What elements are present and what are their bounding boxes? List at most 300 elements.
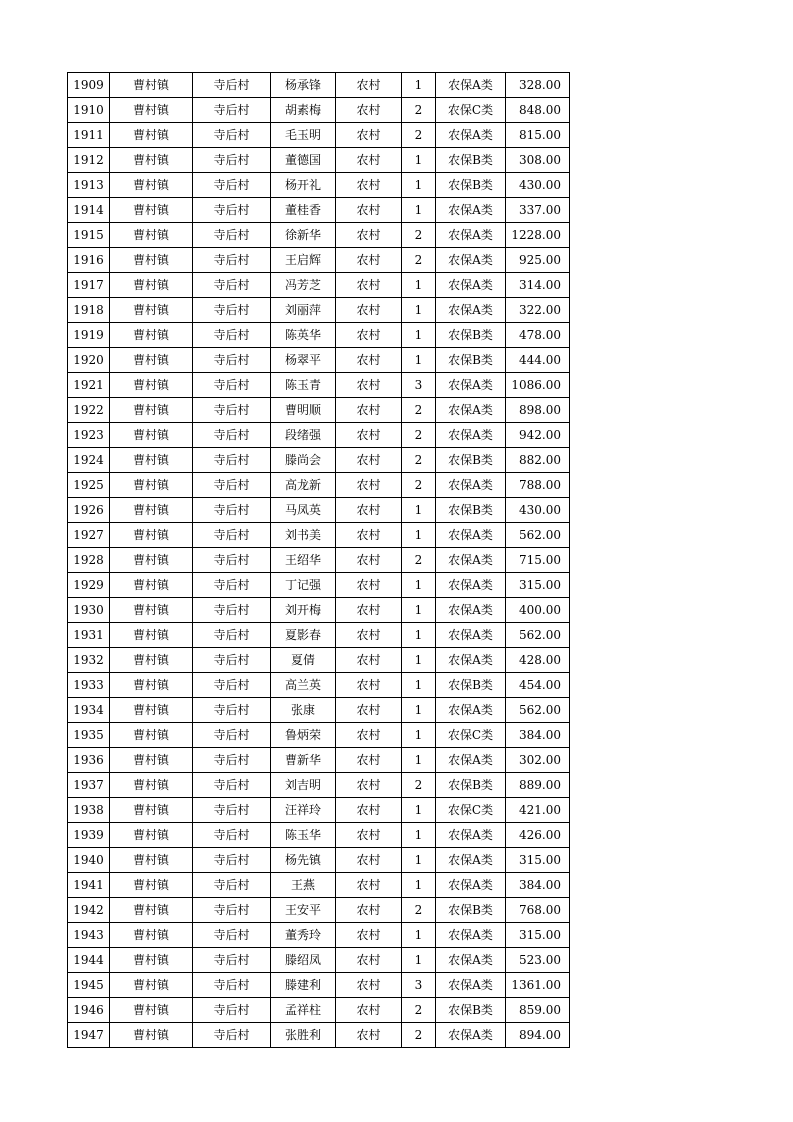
category-cell: 农村: [336, 473, 402, 498]
row-number-cell: 1927: [68, 523, 110, 548]
name-cell: 王启辉: [271, 248, 336, 273]
row-number-cell: 1947: [68, 1023, 110, 1048]
category-cell: 农村: [336, 448, 402, 473]
table-row: [68, 1023, 570, 1048]
category-cell: 农村: [336, 548, 402, 573]
insurance-type-cell: 农保B类: [436, 773, 506, 798]
amount-cell: 302.00: [506, 748, 570, 773]
household-count-cell: 1: [402, 523, 436, 548]
name-cell: 陈玉华: [271, 823, 336, 848]
row-number-cell: 1916: [68, 248, 110, 273]
town-cell: 曹村镇: [110, 773, 193, 798]
table-row: [68, 548, 570, 573]
village-cell: 寺后村: [193, 823, 271, 848]
town-cell: 曹村镇: [110, 223, 193, 248]
village-cell: 寺后村: [193, 1023, 271, 1048]
town-cell: 曹村镇: [110, 73, 193, 98]
category-cell: 农村: [336, 223, 402, 248]
name-cell: 陈玉青: [271, 373, 336, 398]
village-cell: 寺后村: [193, 923, 271, 948]
category-cell: 农村: [336, 648, 402, 673]
name-cell: 曹新华: [271, 748, 336, 773]
category-cell: 农村: [336, 523, 402, 548]
category-cell: 农村: [336, 698, 402, 723]
household-count-cell: 2: [402, 1023, 436, 1048]
insurance-type-cell: 农保A类: [436, 198, 506, 223]
household-count-cell: 2: [402, 473, 436, 498]
row-number-cell: 1943: [68, 923, 110, 948]
insurance-type-cell: 农保A类: [436, 648, 506, 673]
category-cell: 农村: [336, 248, 402, 273]
amount-cell: 815.00: [506, 123, 570, 148]
insurance-type-cell: 农保A类: [436, 523, 506, 548]
row-number-cell: 1926: [68, 498, 110, 523]
town-cell: 曹村镇: [110, 198, 193, 223]
insurance-type-cell: 农保B类: [436, 348, 506, 373]
insurance-type-cell: 农保A类: [436, 823, 506, 848]
name-cell: 鲁炳荣: [271, 723, 336, 748]
insurance-type-cell: 农保A类: [436, 923, 506, 948]
household-count-cell: 1: [402, 573, 436, 598]
name-cell: 夏倩: [271, 648, 336, 673]
town-cell: 曹村镇: [110, 473, 193, 498]
household-count-cell: 3: [402, 373, 436, 398]
village-cell: 寺后村: [193, 73, 271, 98]
village-cell: 寺后村: [193, 723, 271, 748]
household-count-cell: 1: [402, 723, 436, 748]
household-count-cell: 1: [402, 73, 436, 98]
insurance-type-cell: 农保A类: [436, 398, 506, 423]
insurance-type-cell: 农保A类: [436, 248, 506, 273]
category-cell: 农村: [336, 798, 402, 823]
household-count-cell: 1: [402, 848, 436, 873]
town-cell: 曹村镇: [110, 548, 193, 573]
name-cell: 陈英华: [271, 323, 336, 348]
village-cell: 寺后村: [193, 248, 271, 273]
town-cell: 曹村镇: [110, 348, 193, 373]
row-number-cell: 1912: [68, 148, 110, 173]
row-number-cell: 1934: [68, 698, 110, 723]
village-cell: 寺后村: [193, 173, 271, 198]
name-cell: 徐新华: [271, 223, 336, 248]
table-body: [68, 73, 570, 1048]
household-count-cell: 1: [402, 748, 436, 773]
name-cell: 刘书美: [271, 523, 336, 548]
table-row: [68, 973, 570, 998]
table-row: [68, 223, 570, 248]
name-cell: 马凤英: [271, 498, 336, 523]
name-cell: 董秀玲: [271, 923, 336, 948]
table-row: [68, 348, 570, 373]
category-cell: 农村: [336, 373, 402, 398]
name-cell: 张康: [271, 698, 336, 723]
village-cell: 寺后村: [193, 348, 271, 373]
town-cell: 曹村镇: [110, 698, 193, 723]
name-cell: 夏影春: [271, 623, 336, 648]
category-cell: 农村: [336, 848, 402, 873]
village-cell: 寺后村: [193, 773, 271, 798]
table-row: [68, 823, 570, 848]
table-row: [68, 298, 570, 323]
village-cell: 寺后村: [193, 523, 271, 548]
table-row: [68, 148, 570, 173]
amount-cell: 788.00: [506, 473, 570, 498]
amount-cell: 889.00: [506, 773, 570, 798]
household-count-cell: 1: [402, 598, 436, 623]
insurance-type-cell: 农保A类: [436, 848, 506, 873]
category-cell: 农村: [336, 398, 402, 423]
name-cell: 胡素梅: [271, 98, 336, 123]
row-number-cell: 1925: [68, 473, 110, 498]
town-cell: 曹村镇: [110, 498, 193, 523]
table-row: [68, 723, 570, 748]
insurance-type-cell: 农保A类: [436, 948, 506, 973]
name-cell: 高龙新: [271, 473, 336, 498]
table-row: [68, 673, 570, 698]
town-cell: 曹村镇: [110, 523, 193, 548]
amount-cell: 426.00: [506, 823, 570, 848]
amount-cell: 942.00: [506, 423, 570, 448]
town-cell: 曹村镇: [110, 998, 193, 1023]
town-cell: 曹村镇: [110, 948, 193, 973]
town-cell: 曹村镇: [110, 623, 193, 648]
name-cell: 董桂香: [271, 198, 336, 223]
household-count-cell: 3: [402, 973, 436, 998]
household-count-cell: 1: [402, 923, 436, 948]
insurance-type-cell: 农保A类: [436, 973, 506, 998]
household-count-cell: 2: [402, 548, 436, 573]
category-cell: 农村: [336, 273, 402, 298]
table-row: [68, 848, 570, 873]
village-cell: 寺后村: [193, 748, 271, 773]
category-cell: 农村: [336, 998, 402, 1023]
amount-cell: 562.00: [506, 523, 570, 548]
town-cell: 曹村镇: [110, 723, 193, 748]
household-count-cell: 2: [402, 248, 436, 273]
table-row: [68, 498, 570, 523]
village-cell: 寺后村: [193, 648, 271, 673]
category-cell: 农村: [336, 123, 402, 148]
village-cell: 寺后村: [193, 98, 271, 123]
category-cell: 农村: [336, 298, 402, 323]
village-cell: 寺后村: [193, 123, 271, 148]
category-cell: 农村: [336, 948, 402, 973]
name-cell: 杨承锋: [271, 73, 336, 98]
household-count-cell: 2: [402, 223, 436, 248]
insurance-type-cell: 农保B类: [436, 448, 506, 473]
town-cell: 曹村镇: [110, 573, 193, 598]
row-number-cell: 1935: [68, 723, 110, 748]
row-number-cell: 1919: [68, 323, 110, 348]
amount-cell: 428.00: [506, 648, 570, 673]
household-count-cell: 2: [402, 773, 436, 798]
amount-cell: 894.00: [506, 1023, 570, 1048]
category-cell: 农村: [336, 623, 402, 648]
name-cell: 丁记强: [271, 573, 336, 598]
village-cell: 寺后村: [193, 548, 271, 573]
row-number-cell: 1915: [68, 223, 110, 248]
insurance-type-cell: 农保B类: [436, 323, 506, 348]
village-cell: 寺后村: [193, 498, 271, 523]
town-cell: 曹村镇: [110, 298, 193, 323]
table-row: [68, 323, 570, 348]
town-cell: 曹村镇: [110, 923, 193, 948]
village-cell: 寺后村: [193, 398, 271, 423]
insurance-type-cell: 农保A类: [436, 598, 506, 623]
category-cell: 农村: [336, 498, 402, 523]
data-table: [67, 72, 570, 1048]
amount-cell: 1086.00: [506, 373, 570, 398]
name-cell: 王安平: [271, 898, 336, 923]
amount-cell: 898.00: [506, 398, 570, 423]
name-cell: 张胜利: [271, 1023, 336, 1048]
name-cell: 王燕: [271, 873, 336, 898]
amount-cell: 715.00: [506, 548, 570, 573]
row-number-cell: 1910: [68, 98, 110, 123]
household-count-cell: 2: [402, 448, 436, 473]
amount-cell: 848.00: [506, 98, 570, 123]
household-count-cell: 2: [402, 898, 436, 923]
name-cell: 段绪强: [271, 423, 336, 448]
row-number-cell: 1945: [68, 973, 110, 998]
village-cell: 寺后村: [193, 698, 271, 723]
row-number-cell: 1941: [68, 873, 110, 898]
insurance-type-cell: 农保A类: [436, 223, 506, 248]
town-cell: 曹村镇: [110, 273, 193, 298]
table-row: [68, 748, 570, 773]
town-cell: 曹村镇: [110, 323, 193, 348]
insurance-type-cell: 农保A类: [436, 573, 506, 598]
table-row: [68, 423, 570, 448]
name-cell: 王绍华: [271, 548, 336, 573]
town-cell: 曹村镇: [110, 973, 193, 998]
row-number-cell: 1929: [68, 573, 110, 598]
table-row: [68, 873, 570, 898]
row-number-cell: 1938: [68, 798, 110, 823]
category-cell: 农村: [336, 673, 402, 698]
household-count-cell: 1: [402, 948, 436, 973]
household-count-cell: 1: [402, 198, 436, 223]
name-cell: 冯芳芝: [271, 273, 336, 298]
category-cell: 农村: [336, 323, 402, 348]
village-cell: 寺后村: [193, 948, 271, 973]
category-cell: 农村: [336, 923, 402, 948]
category-cell: 农村: [336, 723, 402, 748]
table-row: [68, 598, 570, 623]
amount-cell: 925.00: [506, 248, 570, 273]
category-cell: 农村: [336, 73, 402, 98]
household-count-cell: 1: [402, 698, 436, 723]
village-cell: 寺后村: [193, 873, 271, 898]
category-cell: 农村: [336, 98, 402, 123]
village-cell: 寺后村: [193, 323, 271, 348]
household-count-cell: 1: [402, 173, 436, 198]
town-cell: 曹村镇: [110, 873, 193, 898]
row-number-cell: 1918: [68, 298, 110, 323]
amount-cell: 523.00: [506, 948, 570, 973]
amount-cell: 315.00: [506, 573, 570, 598]
amount-cell: 328.00: [506, 73, 570, 98]
town-cell: 曹村镇: [110, 448, 193, 473]
table-row: [68, 198, 570, 223]
table-row: [68, 273, 570, 298]
insurance-type-cell: 农保A类: [436, 748, 506, 773]
row-number-cell: 1936: [68, 748, 110, 773]
row-number-cell: 1931: [68, 623, 110, 648]
amount-cell: 314.00: [506, 273, 570, 298]
town-cell: 曹村镇: [110, 423, 193, 448]
household-count-cell: 1: [402, 498, 436, 523]
row-number-cell: 1924: [68, 448, 110, 473]
row-number-cell: 1917: [68, 273, 110, 298]
insurance-type-cell: 农保A类: [436, 548, 506, 573]
town-cell: 曹村镇: [110, 598, 193, 623]
row-number-cell: 1913: [68, 173, 110, 198]
amount-cell: 421.00: [506, 798, 570, 823]
row-number-cell: 1914: [68, 198, 110, 223]
category-cell: 农村: [336, 898, 402, 923]
name-cell: 汪祥玲: [271, 798, 336, 823]
amount-cell: 1228.00: [506, 223, 570, 248]
name-cell: 刘吉明: [271, 773, 336, 798]
insurance-type-cell: 农保A类: [436, 423, 506, 448]
category-cell: 农村: [336, 173, 402, 198]
table-row: [68, 123, 570, 148]
household-count-cell: 1: [402, 873, 436, 898]
household-count-cell: 1: [402, 798, 436, 823]
row-number-cell: 1944: [68, 948, 110, 973]
amount-cell: 400.00: [506, 598, 570, 623]
insurance-type-cell: 农保B类: [436, 998, 506, 1023]
town-cell: 曹村镇: [110, 148, 193, 173]
town-cell: 曹村镇: [110, 648, 193, 673]
household-count-cell: 2: [402, 423, 436, 448]
amount-cell: 337.00: [506, 198, 570, 223]
table-row: [68, 573, 570, 598]
amount-cell: 768.00: [506, 898, 570, 923]
row-number-cell: 1942: [68, 898, 110, 923]
table-row: [68, 173, 570, 198]
village-cell: 寺后村: [193, 473, 271, 498]
village-cell: 寺后村: [193, 448, 271, 473]
insurance-type-cell: 农保C类: [436, 723, 506, 748]
insurance-type-cell: 农保A类: [436, 623, 506, 648]
category-cell: 农村: [336, 423, 402, 448]
insurance-type-cell: 农保A类: [436, 473, 506, 498]
table-row: [68, 998, 570, 1023]
town-cell: 曹村镇: [110, 1023, 193, 1048]
insurance-type-cell: 农保B类: [436, 148, 506, 173]
name-cell: 刘丽萍: [271, 298, 336, 323]
insurance-type-cell: 农保A类: [436, 123, 506, 148]
household-count-cell: 2: [402, 123, 436, 148]
category-cell: 农村: [336, 1023, 402, 1048]
table-row: [68, 923, 570, 948]
town-cell: 曹村镇: [110, 248, 193, 273]
household-count-cell: 1: [402, 323, 436, 348]
row-number-cell: 1909: [68, 73, 110, 98]
amount-cell: 430.00: [506, 498, 570, 523]
insurance-type-cell: 农保B类: [436, 173, 506, 198]
household-count-cell: 2: [402, 98, 436, 123]
row-number-cell: 1937: [68, 773, 110, 798]
insurance-type-cell: 农保A类: [436, 1023, 506, 1048]
town-cell: 曹村镇: [110, 98, 193, 123]
household-count-cell: 1: [402, 623, 436, 648]
name-cell: 高兰英: [271, 673, 336, 698]
town-cell: 曹村镇: [110, 398, 193, 423]
insurance-type-cell: 农保C类: [436, 798, 506, 823]
amount-cell: 882.00: [506, 448, 570, 473]
category-cell: 农村: [336, 873, 402, 898]
insurance-type-cell: 农保A类: [436, 373, 506, 398]
row-number-cell: 1939: [68, 823, 110, 848]
row-number-cell: 1933: [68, 673, 110, 698]
town-cell: 曹村镇: [110, 823, 193, 848]
name-cell: 孟祥柱: [271, 998, 336, 1023]
village-cell: 寺后村: [193, 898, 271, 923]
table-row: [68, 523, 570, 548]
amount-cell: 315.00: [506, 923, 570, 948]
village-cell: 寺后村: [193, 798, 271, 823]
village-cell: 寺后村: [193, 423, 271, 448]
village-cell: 寺后村: [193, 973, 271, 998]
name-cell: 杨翠平: [271, 348, 336, 373]
name-cell: 滕绍凤: [271, 948, 336, 973]
name-cell: 杨开礼: [271, 173, 336, 198]
category-cell: 农村: [336, 148, 402, 173]
insurance-type-cell: 农保B类: [436, 498, 506, 523]
household-count-cell: 1: [402, 348, 436, 373]
amount-cell: 562.00: [506, 698, 570, 723]
table-row: [68, 948, 570, 973]
table-row: [68, 773, 570, 798]
amount-cell: 384.00: [506, 723, 570, 748]
table-row: [68, 73, 570, 98]
row-number-cell: 1920: [68, 348, 110, 373]
table-row: [68, 623, 570, 648]
name-cell: 刘开梅: [271, 598, 336, 623]
table-row: [68, 373, 570, 398]
town-cell: 曹村镇: [110, 373, 193, 398]
category-cell: 农村: [336, 773, 402, 798]
category-cell: 农村: [336, 823, 402, 848]
category-cell: 农村: [336, 573, 402, 598]
row-number-cell: 1911: [68, 123, 110, 148]
town-cell: 曹村镇: [110, 848, 193, 873]
household-count-cell: 1: [402, 298, 436, 323]
table-row: [68, 398, 570, 423]
amount-cell: 322.00: [506, 298, 570, 323]
insurance-type-cell: 农保A类: [436, 73, 506, 98]
village-cell: 寺后村: [193, 373, 271, 398]
table-row: [68, 698, 570, 723]
amount-cell: 308.00: [506, 148, 570, 173]
amount-cell: 562.00: [506, 623, 570, 648]
household-count-cell: 2: [402, 398, 436, 423]
amount-cell: 1361.00: [506, 973, 570, 998]
town-cell: 曹村镇: [110, 748, 193, 773]
row-number-cell: 1946: [68, 998, 110, 1023]
row-number-cell: 1928: [68, 548, 110, 573]
village-cell: 寺后村: [193, 148, 271, 173]
household-count-cell: 1: [402, 273, 436, 298]
category-cell: 农村: [336, 198, 402, 223]
village-cell: 寺后村: [193, 673, 271, 698]
village-cell: 寺后村: [193, 998, 271, 1023]
village-cell: 寺后村: [193, 198, 271, 223]
household-count-cell: 2: [402, 998, 436, 1023]
